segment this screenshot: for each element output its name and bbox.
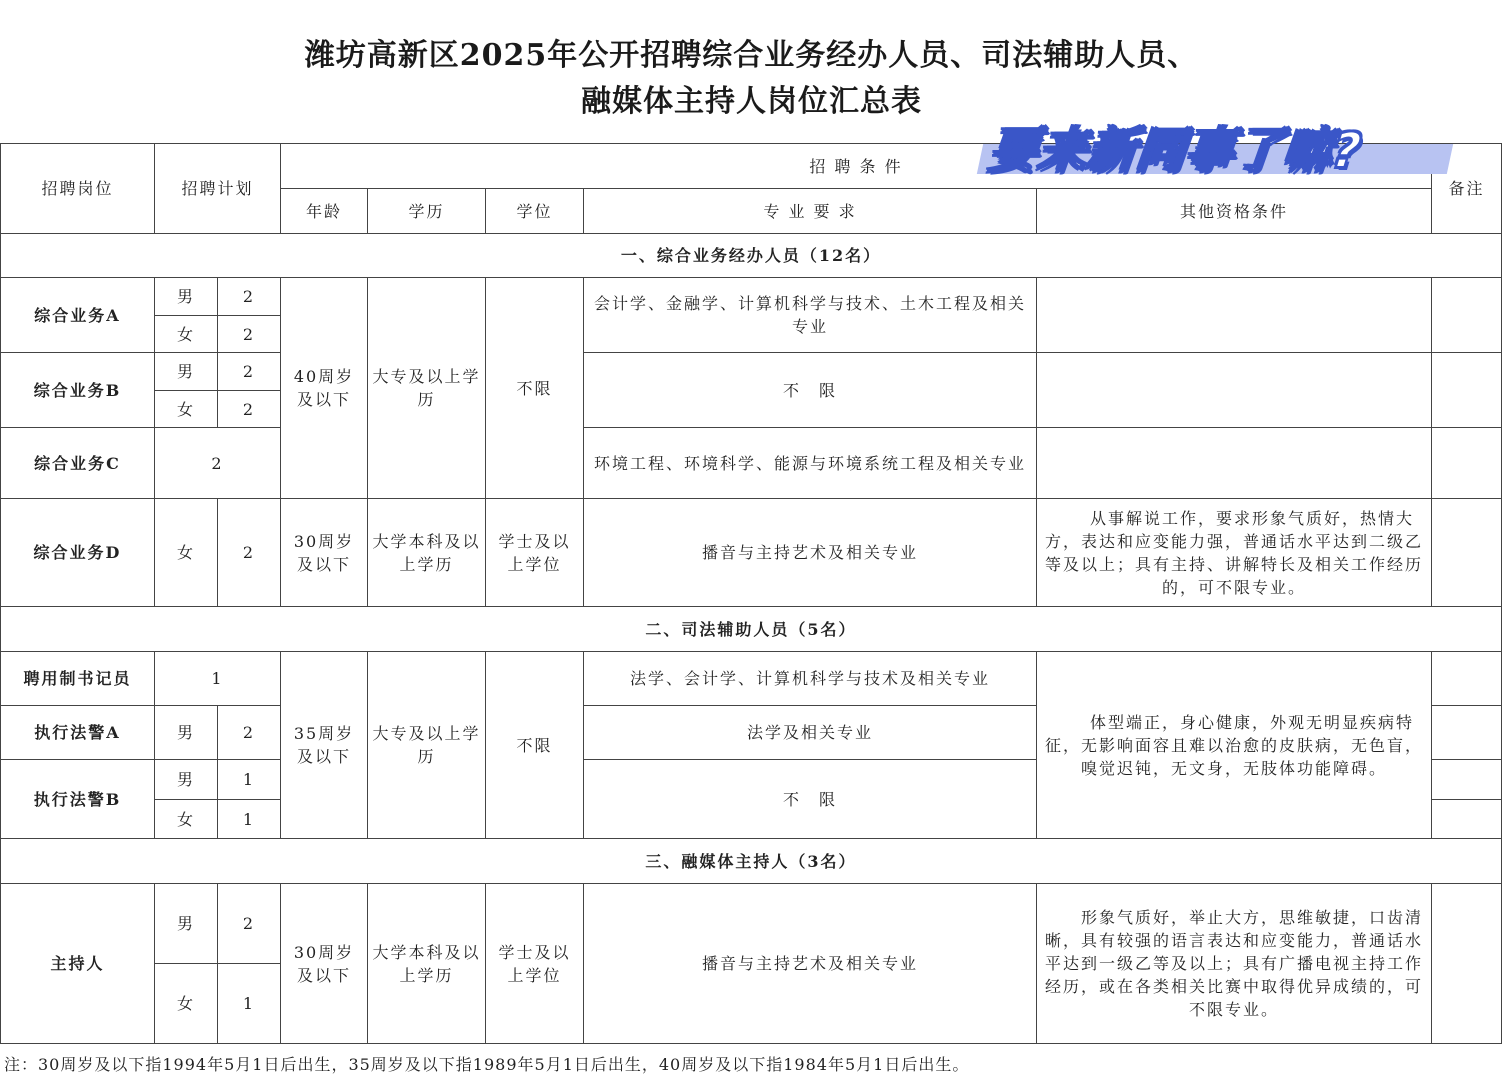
education-cell: 大专及以上学历 (368, 652, 486, 839)
remark-cell (1432, 278, 1502, 353)
position-name: 综合业务C (1, 428, 155, 499)
section-title: 一、综合业务经办人员（12名） (1, 234, 1502, 278)
count-cell: 1 (155, 652, 281, 706)
positions-table (0, 143, 1502, 1044)
position-name: 执行法警A (1, 706, 155, 760)
position-name: 综合业务D (1, 499, 155, 607)
degree-cell: 不限 (486, 652, 584, 839)
degree-cell: 学士及以上学位 (486, 499, 584, 607)
count-cell: 2 (218, 316, 281, 353)
header-age: 年龄 (281, 189, 368, 234)
remark-cell (1432, 760, 1502, 800)
remark-cell (1432, 652, 1502, 706)
gender-cell: 女 (155, 964, 218, 1044)
major-cell: 法学及相关专业 (584, 706, 1037, 760)
remark-cell (1432, 884, 1502, 1044)
education-cell: 大学本科及以上学历 (368, 884, 486, 1044)
count-cell: 1 (218, 964, 281, 1044)
header-other: 其他资格条件 (1037, 189, 1432, 234)
gender-cell: 男 (155, 353, 218, 391)
section-title: 二、司法辅助人员（5名） (1, 607, 1502, 652)
header-degree: 学位 (486, 189, 584, 234)
sticker-caption: 要来新同事了嘛? (986, 123, 1365, 179)
degree-cell: 不限 (486, 278, 584, 499)
remark-cell (1432, 428, 1502, 499)
remark-cell (1432, 353, 1502, 428)
major-cell: 播音与主持艺术及相关专业 (584, 884, 1037, 1044)
gender-cell: 男 (155, 884, 218, 964)
count-cell: 1 (218, 760, 281, 800)
gender-cell: 男 (155, 760, 218, 800)
count-cell: 2 (218, 706, 281, 760)
header-major: 专 业 要 求 (584, 189, 1037, 234)
page-title-line2: 融媒体主持人岗位汇总表 (581, 84, 922, 119)
count-cell: 2 (218, 499, 281, 607)
gender-cell: 男 (155, 706, 218, 760)
count-cell: 2 (218, 391, 281, 428)
other-cell: 从事解说工作，要求形象气质好，热情大方，表达和应变能力强，普通话水平达到二级乙等及以上；具有主持、讲解特长及相关工作经历的，可不限专业。 (1037, 499, 1432, 607)
gender-cell: 女 (155, 800, 218, 839)
header-position: 招聘岗位 (1, 144, 155, 234)
other-cell (1037, 278, 1432, 353)
count-cell: 2 (155, 428, 281, 499)
header-plan: 招聘计划 (155, 144, 281, 234)
count-cell: 2 (218, 884, 281, 964)
remark-cell (1432, 800, 1502, 839)
footnote: 注：30周岁及以下指1994年5月1日后出生，35周岁及以下指1989年5月1日后出生，40周岁及以下指1984年5月1日后出生。 (4, 1055, 970, 1074)
gender-cell: 女 (155, 316, 218, 353)
major-cell: 不 限 (584, 353, 1037, 428)
major-cell: 不 限 (584, 760, 1037, 839)
position-name: 聘用制书记员 (1, 652, 155, 706)
age-cell: 30周岁及以下 (281, 884, 368, 1044)
position-name: 综合业务B (1, 353, 155, 428)
count-cell: 1 (218, 800, 281, 839)
major-cell: 会计学、金融学、计算机科学与技术、土木工程及相关专业 (584, 278, 1037, 353)
position-name: 执行法警B (1, 760, 155, 839)
remark-cell (1432, 499, 1502, 607)
count-cell: 2 (218, 278, 281, 316)
header-conditions: 招 聘 条 件 (281, 144, 1432, 189)
age-cell: 30周岁及以下 (281, 499, 368, 607)
major-cell: 播音与主持艺术及相关专业 (584, 499, 1037, 607)
header-remark: 备注 (1432, 144, 1502, 234)
other-cell: 体型端正，身心健康，外观无明显疾病特征，无影响面容且难以治愈的皮肤病，无色盲，嗅觉迟钝，无文身，无肢体功能障碍。 (1037, 652, 1432, 839)
other-cell (1037, 428, 1432, 499)
gender-cell: 女 (155, 391, 218, 428)
education-cell: 大专及以上学历 (368, 278, 486, 499)
major-cell: 法学、会计学、计算机科学与技术及相关专业 (584, 652, 1037, 706)
other-cell: 形象气质好，举止大方，思维敏捷，口齿清晰，具有较强的语言表达和应变能力，普通话水平达到一级乙等及以上；具有广播电视主持工作经历，或在各类相关比赛中取得优异成绩的，可不限专业。 (1037, 884, 1432, 1044)
age-cell: 35周岁及以下 (281, 652, 368, 839)
count-cell: 2 (218, 353, 281, 391)
page-title-line1: 潍坊高新区2025年公开招聘综合业务经办人员、司法辅助人员、 (304, 38, 1199, 73)
degree-cell: 学士及以上学位 (486, 884, 584, 1044)
remark-cell (1432, 706, 1502, 760)
section-title: 三、融媒体主持人（3名） (1, 839, 1502, 884)
position-name: 综合业务A (1, 278, 155, 353)
education-cell: 大学本科及以上学历 (368, 499, 486, 607)
age-cell: 40周岁及以下 (281, 278, 368, 499)
gender-cell: 男 (155, 278, 218, 316)
header-education: 学历 (368, 189, 486, 234)
major-cell: 环境工程、环境科学、能源与环境系统工程及相关专业 (584, 428, 1037, 499)
position-name: 主持人 (1, 884, 155, 1044)
other-cell (1037, 353, 1432, 428)
gender-cell: 女 (155, 499, 218, 607)
